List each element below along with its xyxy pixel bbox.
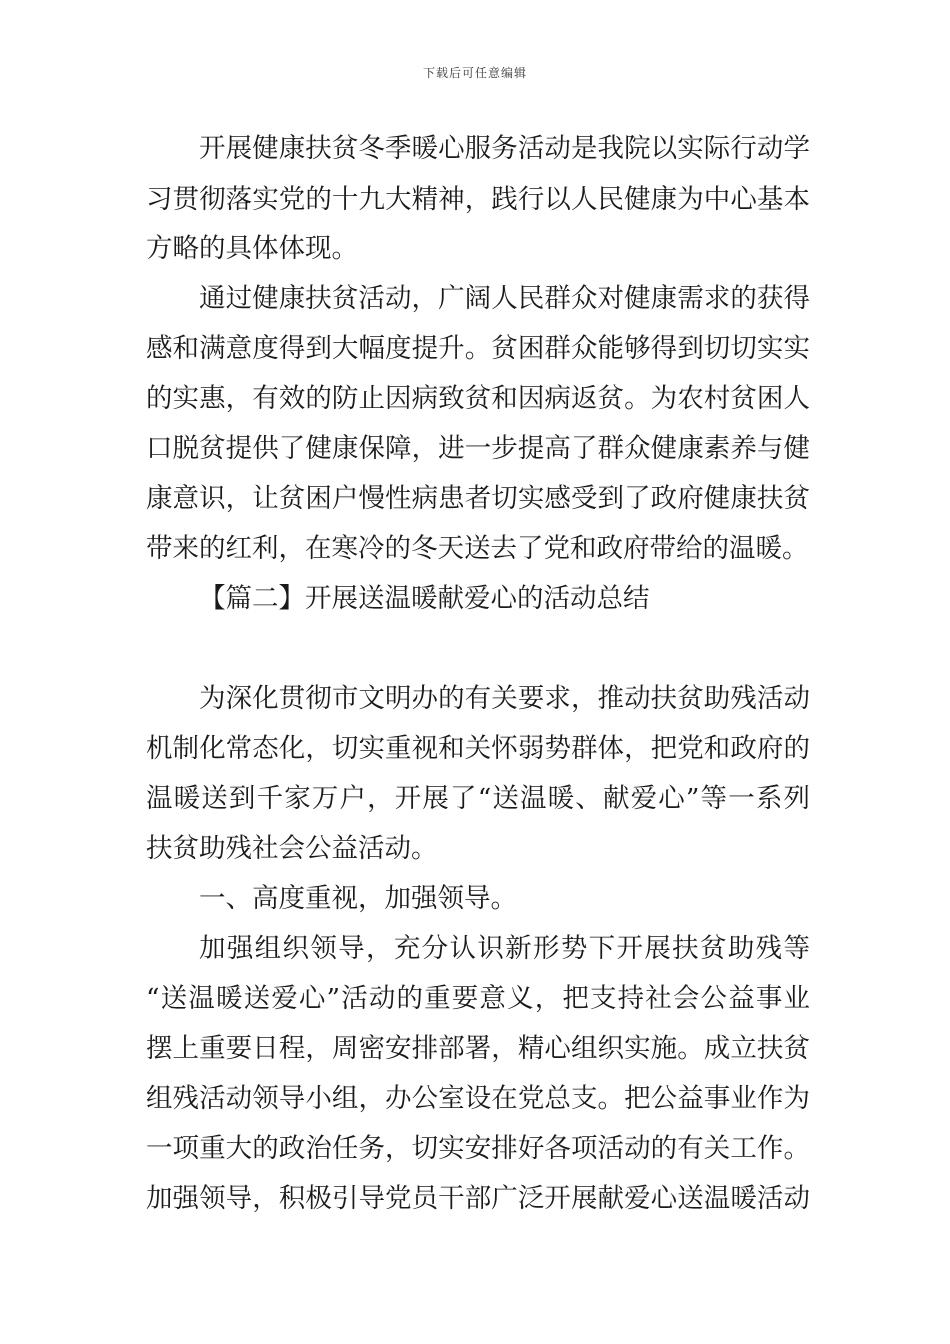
text-line: 方略的具体体现。 bbox=[146, 233, 358, 264]
text-line: 开展健康扶贫冬季暖心服务活动是我院以实际行动学 bbox=[199, 133, 810, 164]
page-header: 下载后可任意编辑 bbox=[422, 66, 527, 80]
text-line: 组残活动领导小组，办公室设在党总支。把公益事业作为 bbox=[146, 1083, 810, 1114]
text-line: 带来的红利，在寒冷的冬天送去了党和政府带给的温暖。 bbox=[146, 533, 809, 564]
text-line: 摆上重要日程，周密安排部署，精心组织实施。成立扶贫 bbox=[146, 1033, 810, 1064]
text-line: “送温暖送爱心”活动的重要意义，把支持社会公益事业 bbox=[146, 983, 810, 1014]
text-line: 机制化常态化，切实重视和关怀弱势群体，把党和政府的 bbox=[146, 733, 810, 764]
text-line: 温暖送到千家万户，开展了“送温暖、献爱心”等一系列 bbox=[146, 783, 810, 814]
text-line: 加强领导，积极引导党员干部广泛开展献爱心送温暖活动 bbox=[146, 1183, 810, 1214]
text-line: 一项重大的政治任务，切实安排好各项活动的有关工作。 bbox=[146, 1133, 810, 1164]
text-line: 扶贫助残社会公益活动。 bbox=[146, 833, 438, 864]
text-line: 一、高度重视，加强领导。 bbox=[199, 883, 517, 914]
text-line: 的实惠，有效的防止因病致贫和因病返贫。为农村贫困人 bbox=[146, 383, 810, 414]
text-line: 习贯彻落实党的十九大精神，践行以人民健康为中心基本 bbox=[146, 184, 810, 215]
text-line: 加强组织领导，充分认识新形势下开展扶贫助残等 bbox=[199, 933, 810, 964]
text-line: 感和满意度得到大幅度提升。贫困群众能够得到切切实实 bbox=[146, 333, 810, 364]
text-line: 康意识，让贫困户慢性病患者切实感受到了政府健康扶贫 bbox=[146, 483, 810, 514]
text-line: 【篇二】开展送温暖献爱心的活动总结 bbox=[199, 583, 650, 614]
text-line: 为深化贯彻市文明办的有关要求，推动扶贫助残活动 bbox=[199, 683, 810, 714]
text-line: 通过健康扶贫活动，广阔人民群众对健康需求的获得 bbox=[199, 283, 810, 314]
text-line: 口脱贫提供了健康保障，进一步提高了群众健康素养与健 bbox=[146, 433, 810, 464]
